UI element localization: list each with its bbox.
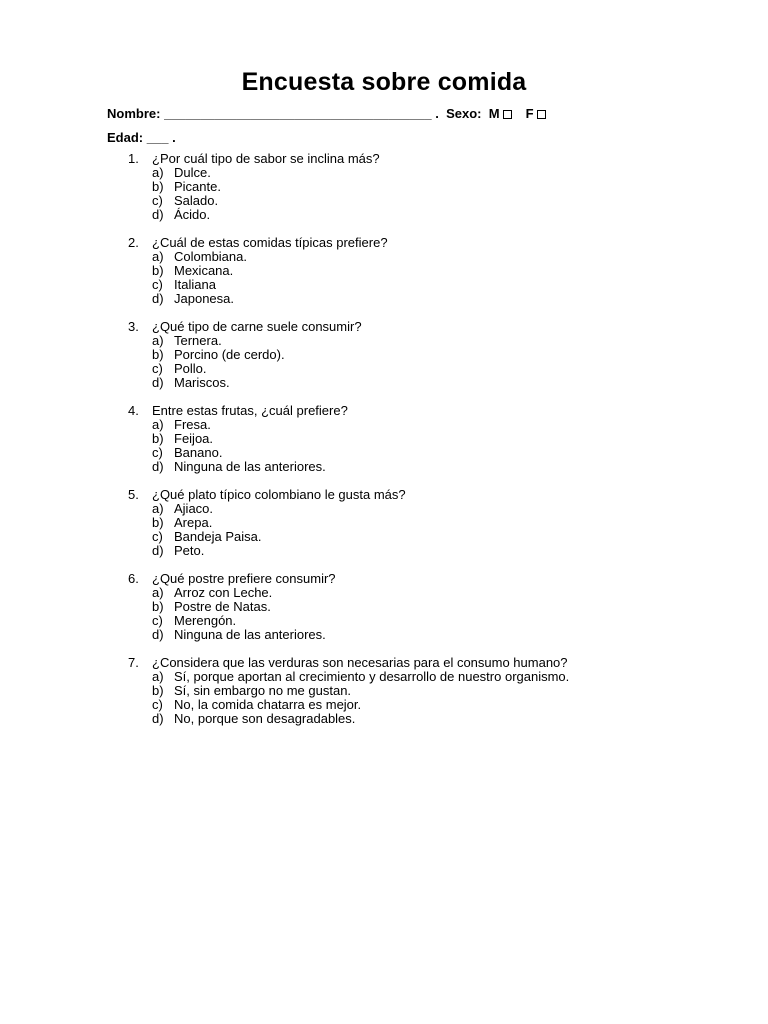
- option-letter: b): [152, 515, 164, 530]
- option-text: Sí, porque aportan al crecimiento y desarrollo de nuestro organismo.: [174, 669, 570, 684]
- answer-option[interactable]: [128, 166, 748, 180]
- answer-option[interactable]: [128, 194, 748, 208]
- nombre-dot: .: [435, 106, 439, 121]
- question-row: [128, 236, 748, 250]
- answer-option[interactable]: [128, 446, 748, 460]
- answer-option[interactable]: [128, 278, 748, 292]
- option-letter: a): [152, 333, 164, 348]
- question-item: [128, 236, 748, 306]
- option-letter: d): [152, 711, 164, 726]
- option-text: Italiana: [174, 277, 216, 292]
- question-item: [128, 488, 748, 558]
- option-text: Dulce.: [174, 165, 211, 180]
- option-letter: a): [152, 249, 164, 264]
- sexo-f-label: F: [525, 106, 534, 121]
- question-number: 2.: [128, 235, 139, 250]
- option-text: No, la comida chatarra es mejor.: [174, 697, 362, 712]
- option-text: Colombiana.: [174, 249, 247, 264]
- option-text: Ternera.: [174, 333, 222, 348]
- question-text: ¿Qué tipo de carne suele consumir?: [152, 319, 362, 334]
- age-line: [107, 130, 176, 145]
- answer-option[interactable]: [128, 544, 748, 558]
- name-sex-line: [107, 106, 546, 121]
- option-letter: d): [152, 207, 164, 222]
- sexo-label: Sexo:: [446, 106, 482, 121]
- edad-label: Edad:: [107, 130, 144, 145]
- option-letter: b): [152, 683, 164, 698]
- question-item: [128, 320, 748, 390]
- option-letter: c): [152, 361, 163, 376]
- question-text: ¿Qué postre prefiere consumir?: [152, 571, 336, 586]
- option-letter: c): [152, 697, 163, 712]
- question-number: 7.: [128, 655, 139, 670]
- answer-option[interactable]: [128, 362, 748, 376]
- question-text: ¿Cuál de estas comidas típicas prefiere?: [152, 235, 388, 250]
- option-letter: d): [152, 459, 164, 474]
- question-row: [128, 488, 748, 502]
- answer-option[interactable]: [128, 418, 748, 432]
- option-text: Ninguna de las anteriores.: [174, 459, 326, 474]
- question-row: [128, 152, 748, 166]
- question-number: 4.: [128, 403, 139, 418]
- answer-option[interactable]: [128, 670, 748, 684]
- option-text: Sí, sin embargo no me gustan.: [174, 683, 352, 698]
- option-letter: c): [152, 529, 163, 544]
- answer-option[interactable]: [128, 250, 748, 264]
- sexo-m-label: M: [488, 106, 500, 121]
- option-letter: b): [152, 263, 164, 278]
- question-text: ¿Qué plato típico colombiano le gusta más?: [152, 487, 406, 502]
- question-item: [128, 404, 748, 474]
- answer-option[interactable]: [128, 348, 748, 362]
- question-number: 1.: [128, 151, 139, 166]
- answer-option[interactable]: [128, 628, 748, 642]
- answer-option[interactable]: [128, 600, 748, 614]
- question-number: 5.: [128, 487, 139, 502]
- question-number: 3.: [128, 319, 139, 334]
- answer-option[interactable]: [128, 264, 748, 278]
- option-text: Mariscos.: [174, 375, 230, 390]
- option-letter: a): [152, 165, 164, 180]
- question-list: [128, 152, 748, 740]
- option-letter: b): [152, 179, 164, 194]
- answer-option[interactable]: [128, 586, 748, 600]
- question-row: [128, 404, 748, 418]
- option-letter: a): [152, 417, 164, 432]
- nombre-blank[interactable]: _____________________________________: [164, 106, 432, 121]
- option-text: No, porque son desagradables.: [174, 711, 356, 726]
- option-letter: b): [152, 599, 164, 614]
- option-text: Mexicana.: [174, 263, 234, 278]
- answer-option[interactable]: [128, 530, 748, 544]
- option-text: Ácido.: [174, 207, 211, 222]
- option-letter: d): [152, 627, 164, 642]
- question-item: [128, 656, 748, 726]
- question-row: [128, 656, 748, 670]
- answer-option[interactable]: [128, 432, 748, 446]
- option-text: Fresa.: [174, 417, 211, 432]
- sexo-m-checkbox[interactable]: [503, 110, 512, 119]
- question-row: [128, 572, 748, 586]
- option-letter: b): [152, 431, 164, 446]
- question-item: [128, 572, 748, 642]
- option-text: Porcino (de cerdo).: [174, 347, 285, 362]
- nombre-label: Nombre:: [107, 106, 161, 121]
- page-title: Encuesta sobre comida: [241, 68, 527, 96]
- sexo-f-checkbox[interactable]: [537, 110, 546, 119]
- answer-option[interactable]: [128, 684, 748, 698]
- answer-option[interactable]: [128, 712, 748, 726]
- option-letter: a): [152, 501, 164, 516]
- option-text: Picante.: [174, 179, 221, 194]
- answer-option[interactable]: [128, 334, 748, 348]
- answer-option[interactable]: [128, 502, 748, 516]
- question-number: 6.: [128, 571, 139, 586]
- option-letter: b): [152, 347, 164, 362]
- option-letter: c): [152, 613, 163, 628]
- answer-option[interactable]: [128, 292, 748, 306]
- option-text: Arroz con Leche.: [174, 585, 273, 600]
- option-letter: d): [152, 291, 164, 306]
- option-text: Banano.: [174, 445, 223, 460]
- option-text: Merengón.: [174, 613, 237, 628]
- option-text: Bandeja Paisa.: [174, 529, 262, 544]
- option-letter: c): [152, 193, 163, 208]
- edad-dot: .: [172, 130, 176, 145]
- answer-option[interactable]: [128, 614, 748, 628]
- edad-blank[interactable]: ___: [146, 130, 169, 145]
- option-text: Ninguna de las anteriores.: [174, 627, 326, 642]
- option-text: Postre de Natas.: [174, 599, 271, 614]
- question-text: ¿Por cuál tipo de sabor se inclina más?: [152, 151, 380, 166]
- answer-option[interactable]: [128, 376, 748, 390]
- question-row: [128, 320, 748, 334]
- option-letter: c): [152, 277, 163, 292]
- answer-option[interactable]: [128, 516, 748, 530]
- option-letter: d): [152, 543, 164, 558]
- option-text: Japonesa.: [174, 291, 234, 306]
- answer-option[interactable]: [128, 208, 748, 222]
- option-letter: a): [152, 669, 164, 684]
- option-text: Peto.: [174, 543, 205, 558]
- option-text: Arepa.: [174, 515, 213, 530]
- option-text: Ajiaco.: [174, 501, 214, 516]
- option-letter: d): [152, 375, 164, 390]
- option-letter: c): [152, 445, 163, 460]
- answer-option[interactable]: [128, 460, 748, 474]
- option-text: Salado.: [174, 193, 219, 208]
- question-item: [128, 152, 748, 222]
- question-text: Entre estas frutas, ¿cuál prefiere?: [152, 403, 348, 418]
- option-letter: a): [152, 585, 164, 600]
- option-text: Pollo.: [174, 361, 207, 376]
- question-text: ¿Considera que las verduras son necesarias para el consumo humano?: [152, 655, 568, 670]
- option-text: Feijoa.: [174, 431, 214, 446]
- answer-option[interactable]: [128, 180, 748, 194]
- answer-option[interactable]: [128, 698, 748, 712]
